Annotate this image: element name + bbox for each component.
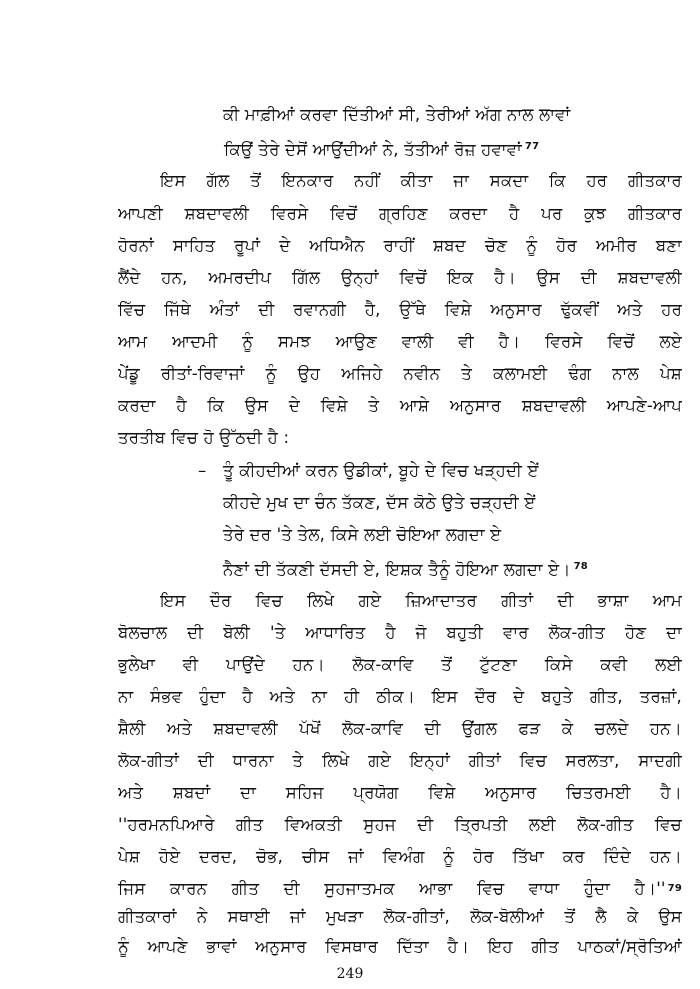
- para1-line4: ਲੈਂਦੇ ਹਨ, ਅਮਰਦੀਪ ਗਿੱਲ ਉਨ੍ਹਾਂ ਵਿਚੋਂ ਇਕ ਹੈ। ਉਸ ਦੀ ਸ਼ਬਦਾਵਲੀ: [118, 268, 682, 287]
- para2-line4: ਨਾ ਸੰਭਵ ਹੁੰਦਾ ਹੈ ਅਤੇ ਨਾ ਹੀ ਠੀਕ। ਇਸ ਦੌਰ ਦੇ ਬਹੁਤੇ ਗੀਤ, ਤਰਜ਼ਾਂ,: [118, 687, 682, 706]
- para2-line10: [118, 878, 682, 900]
- para2-line11: ਗੀਤਕਾਰਾਂ ਨੇ ਸਥਾਈ ਜਾਂ ਮੁਖੜਾ ਲੋਕ-ਗੀਤਾਂ, ਲੋਕ-ਬੋਲੀਆਂ ਤੋਂ ਲੈ ਕੇ ਉਸ: [118, 907, 682, 926]
- para1-line1: ਇਸ ਗੱਲ ਤੋਂ ਇਨਕਾਰ ਨਹੀਂ ਕੀਤਾ ਜਾ ਸਕਦਾ ਕਿ ਹਰ ਗੀਤਕਾਰ: [160, 171, 682, 190]
- para1-line7: ਪੇਂਡੂ ਰੀਤਾਂ-ਰਿਵਾਜਾਂ ਨੂੰ ਉਹ ਅਜਿਹੇ ਨਵੀਨ ਤੇ ਕਲਾਮਈ ਢੰਗ ਨਾਲ ਪੇਸ਼: [118, 364, 682, 383]
- para1-line3: ਹੋਰਨਾਂ ਸਾਹਿਤ ਰੂਪਾਂ ਦੇ ਅਧਿਐਨ ਰਾਹੀਂ ਸ਼ਬਦ ਚੋਣ ਨੂੰ ਹੋਰ ਅਮੀਰ ਬਣਾ: [118, 236, 682, 255]
- para2-line1: ਇਸ ਦੌਰ ਵਿਚ ਲਿਖੇ ਗਏ ਜ਼ਿਆਦਾਤਰ ਗੀਤਾਂ ਦੀ ਭਾਸ਼ਾ ਆਮ: [160, 591, 682, 610]
- poem1-line1: ਕੀ ਮਾਫ਼ੀਆਂ ਕਰਵਾ ਦਿੱਤੀਆਂ ਸੀ, ਤੇਰੀਆਂ ਅੱਗ ਨਾਲ ਲਾਵਾਂ: [223, 105, 571, 124]
- poem2-line3: ਤੇਰੇ ਦਰ 'ਤੇ ਤੇਲ, ਕਿਸੇ ਲਈ ਚੋਇਆ ਲਗਦਾ ਏ: [223, 525, 502, 544]
- para1-line2: ਆਪਣੀ ਸ਼ਬਦਾਵਲੀ ਵਿਰਸੇ ਵਿਚੋਂ ਗ੍ਰਹਿਣ ਕਰਦਾ ਹੈ ਪਰ ਕੁਝ ਗੀਤਕਾਰ: [118, 204, 682, 223]
- footnote-marker-77: 77: [524, 141, 540, 152]
- poem1-line2: ਕਿਉਂ ਤੇਰੇ ਦੇਸੋਂ ਆਉਂਦੀਆਂ ਨੇ, ਤੱਤੀਆਂ ਰੋਜ਼ ਹਵਾਵਾਂ $^{77}$: [224, 140, 540, 159]
- footnote-marker-79: 79: [667, 883, 682, 894]
- poem2-line1: ਤੂੰ ਕੀਹਦੀਆਂ ਕਰਨ ਉਡੀਕਾਂ, ਬੂਹੇ ਦੇ ਵਿਚ ਖੜ੍ਹਦੀ ਏਂ: [223, 461, 539, 480]
- para2-line3: ਭੁਲੇਖਾ ਵੀ ਪਾਉਂਦੇ ਹਨ। ਲੋਕ-ਕਾਵਿ ਤੋਂ ਟੁੱਟਣਾ ਕਿਸੇ ਕਵੀ ਲਈ: [118, 655, 682, 674]
- poem2-line2: ਕੀਹਦੇ ਮੁਖ ਦਾ ਚੰਨ ਤੱਕਣ, ਦੱਸ ਕੋਠੇ ਉਤੇ ਚੜ੍ਹਦੀ ਏਂ: [223, 493, 536, 512]
- para2-line7: ਅਤੇ ਸ਼ਬਦਾਂ ਦਾ ਸਹਿਜ ਪ੍ਰਯੋਗ ਵਿਸ਼ੇ ਅਨੁਸਾਰ ਚਿਤਰਮਈ ਹੈ।: [118, 783, 682, 802]
- para2-line9: ਪੇਸ਼ ਹੋਏ ਦਰਦ, ਚੋਭ, ਚੀਸ ਜਾਂ ਵਿਅੰਗ ਨੂੰ ਹੋਰ ਤਿੱਖਾ ਕਰ ਦਿੰਦੇ ਹਨ।: [118, 847, 682, 866]
- para2-line12: ਨੂੰ ਆਪਣੇ ਭਾਵਾਂ ਅਨੁਸਾਰ ਵਿਸਥਾਰ ਦਿੱਤਾ ਹੈ। ਇਹ ਗੀਤ ਪਾਠਕਾਂ/ਸ੍ਰੋਤਿਆਂ: [118, 937, 682, 956]
- poem2-line4: ਨੈਣਾਂ ਦੀ ਤੱਕਣੀ ਦੱਸਦੀ ਏ, ਇਸ਼ਕ ਤੈਨੂੰ ਹੋਇਆ ਲਗਦਾ ਏ। $^{78}$: [223, 560, 588, 579]
- para2-line6: ਲੋਕ-ਗੀਤਾਂ ਦੀ ਧਾਰਨਾ ਤੇ ਲਿਖੇ ਗਏ ਇਨ੍ਹਾਂ ਗੀਤਾਂ ਵਿਚ ਸਰਲਤਾ, ਸਾਦਗੀ: [118, 751, 682, 770]
- para2-line5: ਸ਼ੈਲੀ ਅਤੇ ਸ਼ਬਦਾਵਲੀ ਪੱਖੋਂ ਲੋਕ-ਕਾਵਿ ਦੀ ਉਂਗਲ ਫੜ ਕੇ ਚਲਦੇ ਹਨ।: [118, 719, 682, 738]
- footnote-marker-78: 78: [573, 561, 588, 572]
- para1-line8: ਕਰਦਾ ਹੈ ਕਿ ਉਸ ਦੇ ਵਿਸ਼ੇ ਤੇ ਆਸ਼ੇ ਅਨੁਸਾਰ ਸ਼ਬਦਾਵਲੀ ਆਪਣੇ-ਆਪ: [118, 396, 682, 415]
- poem2-dash: –: [198, 461, 207, 480]
- para2-line8: ''ਹਰਮਨਪਿਆਰੇ ਗੀਤ ਵਿਅਕਤੀ ਸੁਹਜ ਦੀ ਤ੍ਰਿਪਤੀ ਲਈ ਲੋਕ-ਗੀਤ ਵਿਚ: [118, 815, 682, 834]
- para1-line5: ਵਿੱਚ ਜਿੱਥੇ ਅੰਤਾਂ ਦੀ ਰਵਾਨਗੀ ਹੈ, ਉੱਥੇ ਵਿਸ਼ੇ ਅਨੁਸਾਰ ਢੁੱਕਵੀਂ ਅਤੇ ਹਰ: [118, 300, 682, 319]
- para1-line6: ਆਮ ਆਦਮੀ ਨੂੰ ਸਮਝ ਆਉਣ ਵਾਲੀ ਵੀ ਹੈ। ਵਿਰਸੇ ਵਿਚੋਂ ਲਏ: [118, 332, 682, 351]
- para1-line9: ਤਰਤੀਬ ਵਿਚ ਹੋ ਉੱਠਦੀ ਹੈ :: [118, 428, 290, 447]
- para2-line10-text: ਜਿਸ ਕਾਰਨ ਗੀਤ ਦੀ ਸੁਹਜਾਤਮਕ ਆਭਾ ਵਿਚ ਵਾਧਾ ਹੁੰਦਾ ਹੈ।'': [118, 879, 666, 898]
- page-number: 249: [336, 966, 364, 982]
- para2-line2: ਬੋਲਚਾਲ ਦੀ ਬੋਲੀ 'ਤੇ ਆਧਾਰਿਤ ਹੈ ਜੋ ਬਹੁਤੀ ਵਾਰ ਲੋਕ-ਗੀਤ ਹੋਣ ਦਾ: [118, 623, 682, 642]
